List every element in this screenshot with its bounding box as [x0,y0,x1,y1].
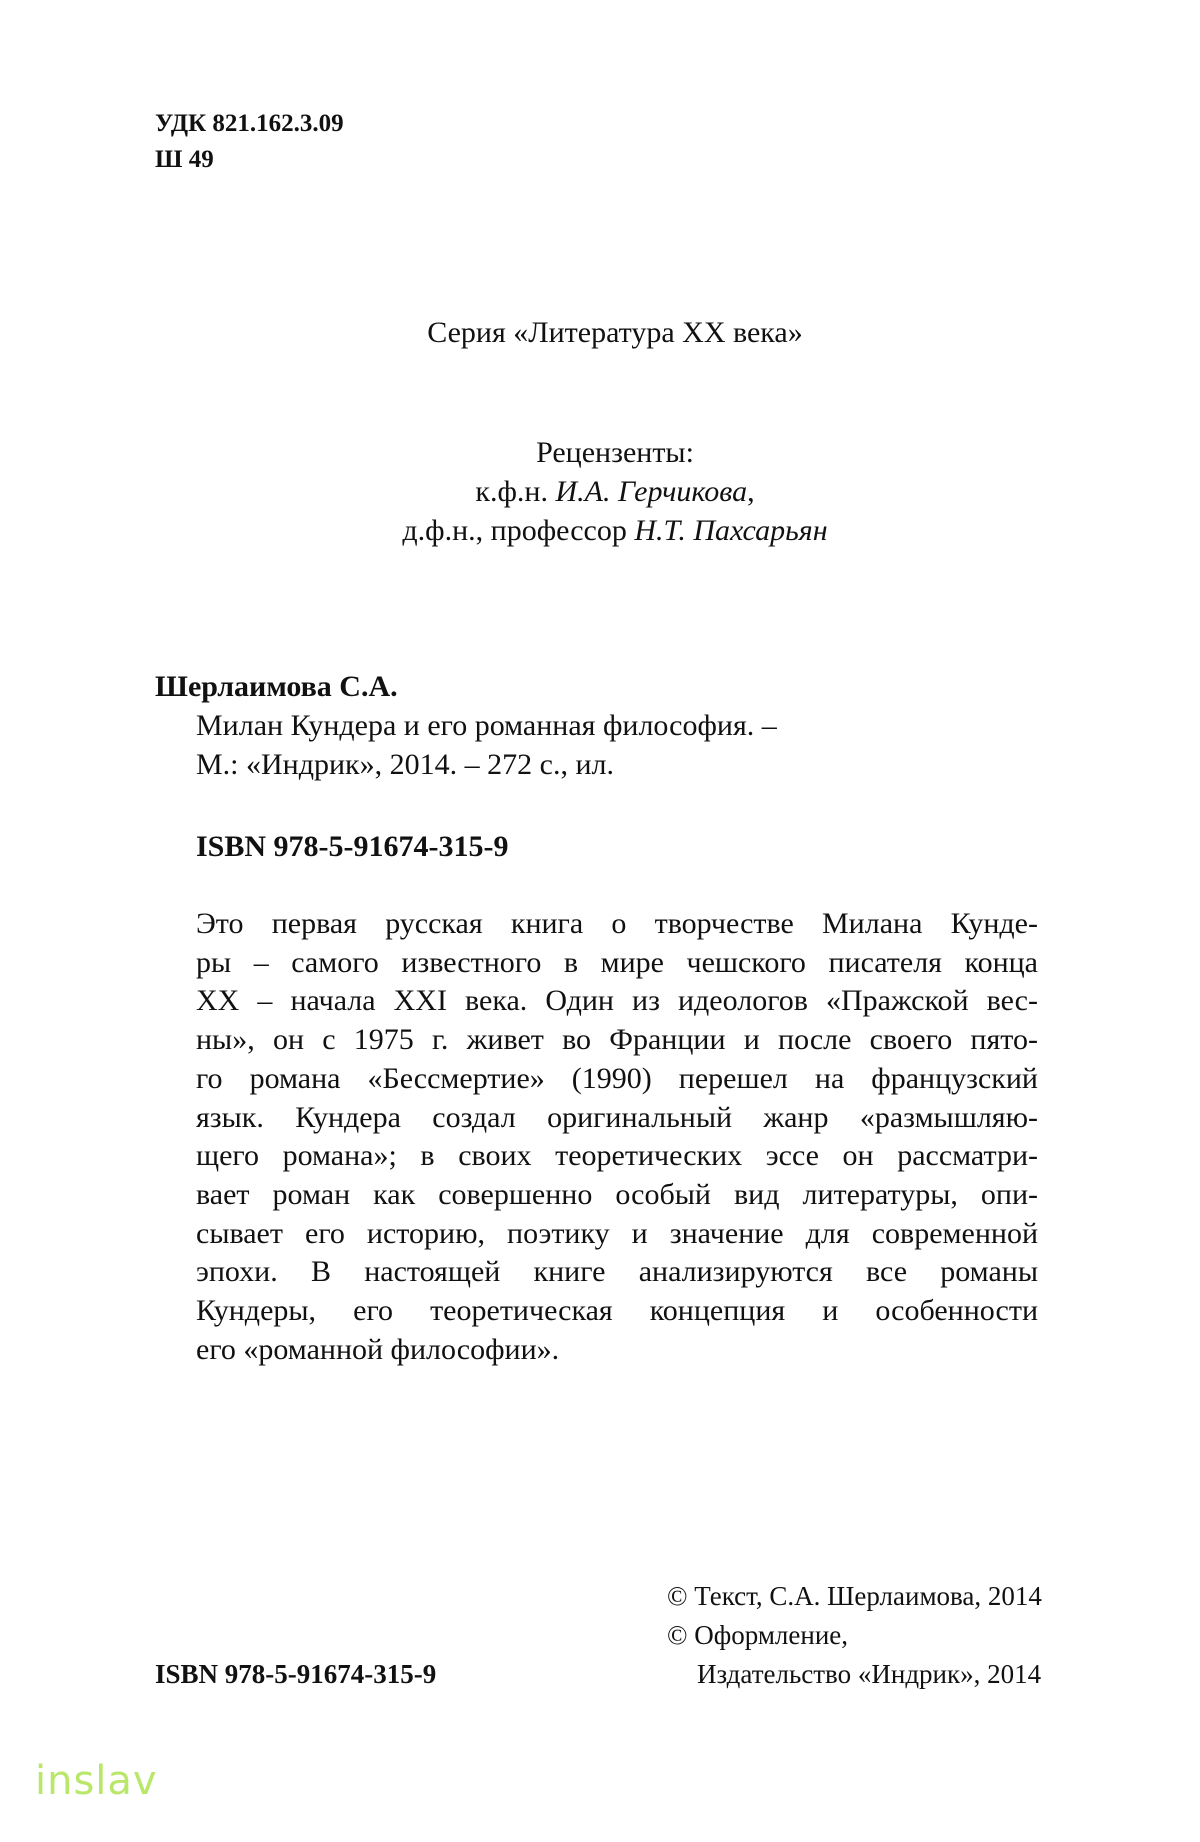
copyright-publisher: Издательство «Индрик», 2014 [697,1659,1042,1689]
abstract-line: щего романа»; в своих теоретических эссе он рассматри- [196,1139,1038,1173]
reviewer-2-name: Н.Т. Пахсарьян [634,514,828,547]
copyright-block [667,1577,1042,1694]
abstract-line: ры – самого известного в мире чешского писателя конца [196,945,1038,979]
reviewers-heading: Рецензенты: [536,436,694,469]
watermark: inslav [35,1758,158,1804]
abstract-line: XX – начала XXI века. Один из идеологов «Пражской вес- [196,984,1038,1018]
isbn-main: ISBN 978-5-91674-315-9 [196,830,509,863]
reviewer-1-degree: к.ф.н. [475,475,556,508]
classification-codes [155,106,344,178]
copyright-text: © Текст, С.А. Шерлаимова, 2014 [667,1581,1042,1611]
imprint-line: М.: «Индрик», 2014. – 272 с., ил. [196,748,614,781]
copyright-design: © Оформление, [667,1620,849,1650]
abstract-line: Это первая русская книга о творчестве Милана Кунде- [196,907,1038,940]
abstract-line: го романа «Бессмертие» (1990) перешел на французский [196,1061,1038,1095]
abstract-line: эпохи. В настоящей книге анализируются все романы [196,1255,1038,1289]
reviewer-2-degree: д.ф.н., профессор [402,514,635,547]
reviewer-1 [0,472,1200,511]
bbk-code: Ш 49 [155,146,214,173]
abstract-line: сывает его историю, поэтику и значение для современной [196,1216,1038,1250]
reviewer-1-suffix: , [747,475,755,508]
udc-code: УДК 821.162.3.09 [155,110,344,137]
book-title-line: Милан Кундера и его романная философия. – [196,709,777,742]
author-name: Шерлаимова С.А. [155,670,398,703]
abstract-line: язык. Кундера создал оригинальный жанр «размышляю- [196,1100,1038,1134]
abstract-line: вает роман как совершенно особый вид литературы, опи- [196,1177,1038,1211]
abstract-line: Кундеры, его теоретическая концепция и особенности [196,1294,1038,1328]
abstract-line: его «романной философии». [196,1332,560,1366]
isbn-bottom: ISBN 978-5-91674-315-9 [155,1659,437,1689]
bibliographic-description [196,706,777,784]
series-title: Серия «Литература XX века» [427,316,803,349]
reviewer-2 [0,511,1200,550]
abstract-line: ны», он с 1975 г. живет во Франции и после своего пято- [196,1023,1038,1057]
reviewer-1-name: И.А. Герчикова [555,475,748,508]
abstract-paragraph [196,905,1038,1369]
reviewers-block [0,433,1200,550]
